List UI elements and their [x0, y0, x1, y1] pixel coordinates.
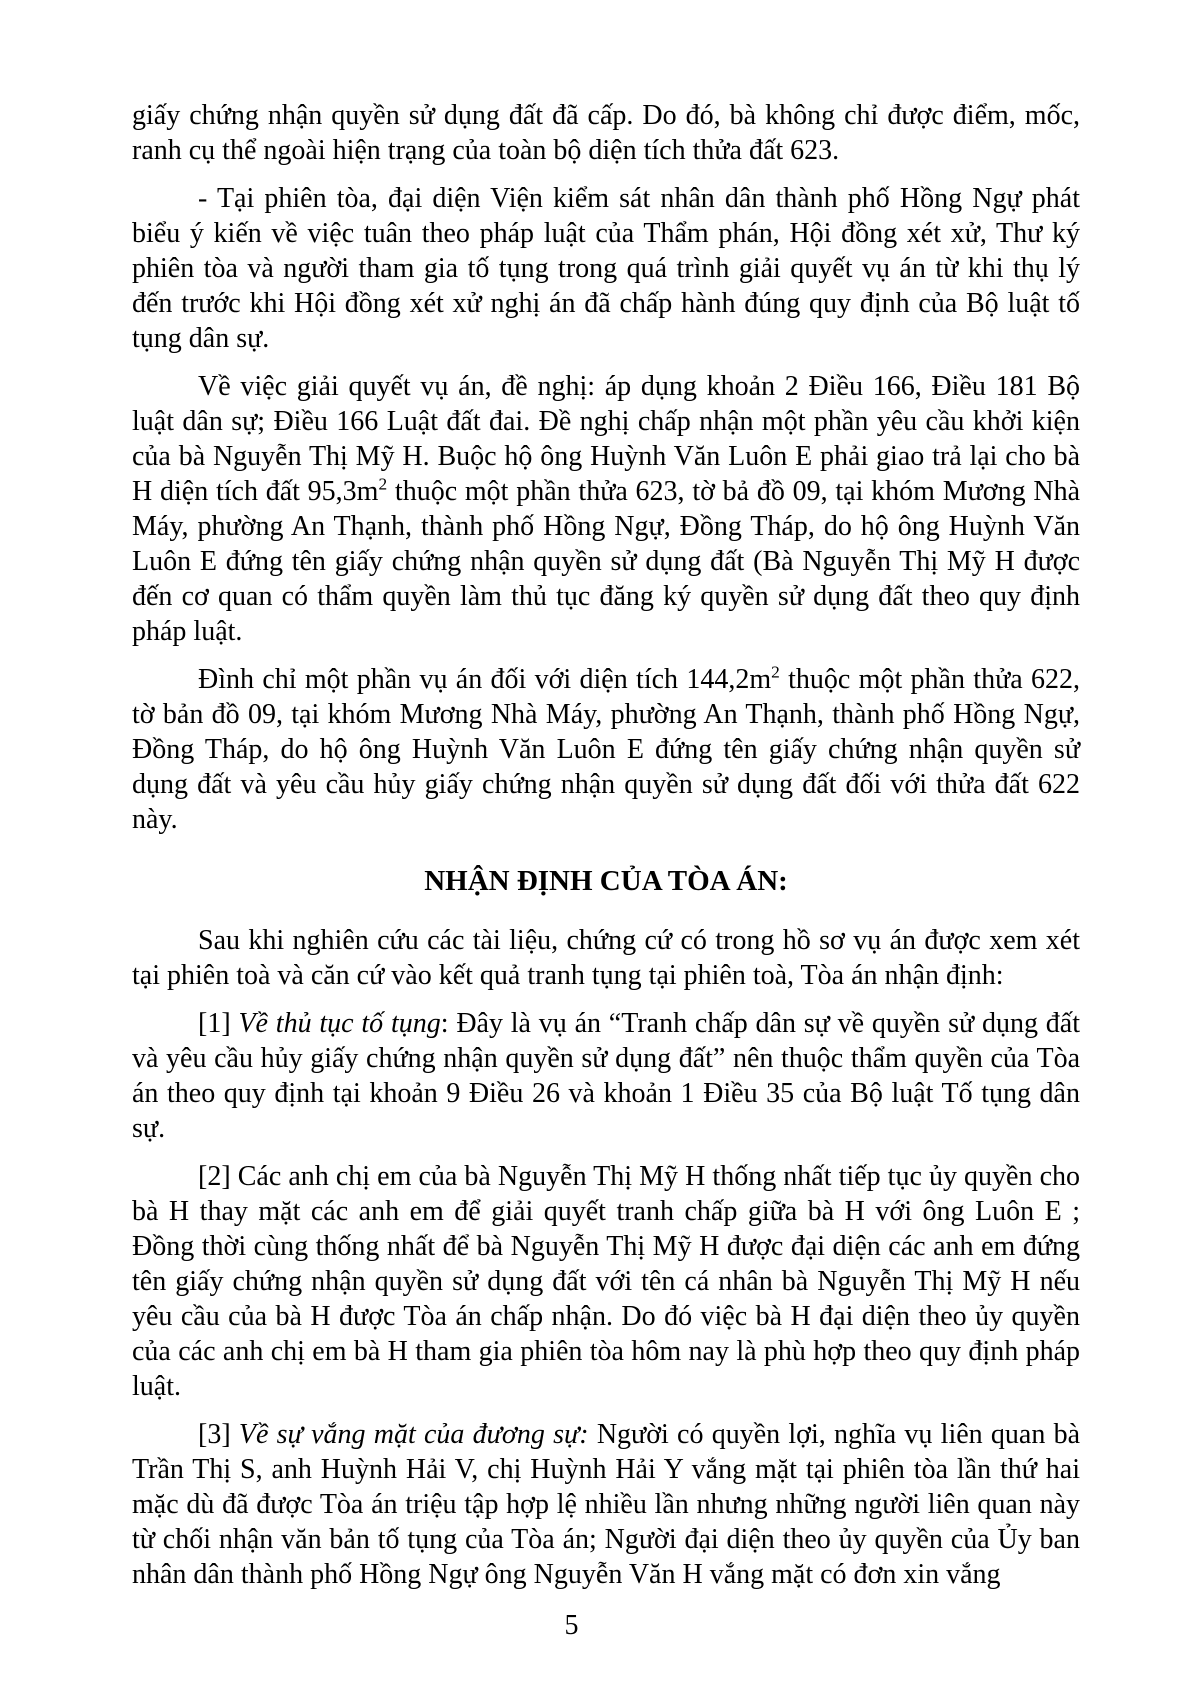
text-run: - Tại phiên tòa, đại diện Viện kiểm sát nhân dân thành phố Hồng Ngự phát biểu ý kiến về việc tuân theo pháp luật của Thẩm phán, Hội đồng xét xử, Thư ký phiên tòa và người tham gia tố tụng trong quá trình giải quyết vụ án từ khi thụ lý đến trước khi Hội đồng xét xử nghị án đã chấp hành đúng quy định của Bộ luật tố tụng dân sự.: [132, 183, 1080, 354]
text-run: thuộc một phần thửa 622, tờ bản đồ 09, tại khóm Mương Nhà Máy, phường An Thạnh, thành phố Hồng Ngự, Đồng Tháp, do hộ ông Huỳnh Văn Luôn E đứng tên giấy chứng nhận quyền sử dụng đất và yêu cầu hủy giấy chứng nhận quyền sử dụng đất đối với thửa đất 622 này.: [132, 664, 1080, 835]
paragraph-item-1-procedure: [132, 1006, 1080, 1146]
text-run: Về việc giải quyết vụ án, đề nghị: áp dụng khoản 2 Điều 166, Điều 181 Bộ luật dân sự; Điều 166 Luật đất đai. Đề nghị chấp nhận một phần yêu cầu khởi kiện của bà Nguyễn Thị Mỹ H. Buộc hộ ông Huỳnh Văn Luôn E phải giao trả lại cho bà H diện tích đất 95,3m: [132, 371, 1080, 507]
text-run: [1]: [198, 1008, 239, 1039]
section-heading-court-findings: NHẬN ĐỊNH CỦA TÒA ÁN:: [424, 865, 788, 897]
text-run: Về sự vắng mặt của đương sự:: [238, 1419, 589, 1450]
paragraph-item-3-absence: [132, 1417, 1080, 1592]
paragraph-procurator-statement: [132, 181, 1080, 356]
text-run: : Đây là vụ án “Tranh chấp dân sự về quyền sử dụng đất và yêu cầu hủy giấy chứng nhận quyền sử dụng đất” nên thuộc thẩm quyền của Tòa án theo quy định tại khoản 9 Điều 26 và khoản 1 Điều 35 của Bộ luật Tố tụng dân sự.: [132, 1008, 1080, 1144]
text-run: Người có quyền lợi, nghĩa vụ liên quan bà Trần Thị S, anh Huỳnh Hải V, chị Huỳnh Hải Y vắng mặt tại phiên tòa lần thứ hai mặc dù đã được Tòa án triệu tập hợp lệ nhiều lần nhưng những người liên quan này từ chối nhận văn bản tố tụng của Tòa án; Người đại diện theo ủy quyền của Ủy ban nhân dân thành phố Hồng Ngự ông Nguyễn Văn H vắng mặt có đơn xin vắng: [132, 1419, 1080, 1590]
text-run: 2: [378, 474, 388, 494]
text-run: Sau khi nghiên cứu các tài liệu, chứng cứ có trong hồ sơ vụ án được xem xét tại phiên toà và căn cứ vào kết quả tranh tụng tại phiên toà, Tòa án nhận định:: [132, 925, 1080, 991]
paragraph-continuation-boundary-landmarks: [132, 98, 1080, 168]
text-run: [3]: [198, 1419, 239, 1450]
paragraph-partial-dismissal-plot-622: [132, 662, 1080, 837]
paragraph-item-2-authorization: [132, 1159, 1080, 1404]
text-run: giấy chứng nhận quyền sử dụng đất đã cấp. Do đó, bà không chỉ được điểm, mốc, ranh cụ thể ngoài hiện trạng của toàn bộ diện tích thửa đất 623.: [132, 100, 1080, 166]
text-run: thuộc một phần thửa 623, tờ bả đồ 09, tại khóm Mương Nhà Máy, phường An Thạnh, thành phố Hồng Ngự, Đồng Tháp, do hộ ông Huỳnh Văn Luôn E đứng tên giấy chứng nhận quyền sử dụng đất (Bà Nguyễn Thị Mỹ H được đến cơ quan có thẩm quyền làm thủ tục đăng ký quyền sử dụng đất theo quy định pháp luật.: [132, 476, 1080, 647]
page-number: 5: [564, 1610, 579, 1641]
document-body: [132, 98, 1080, 1605]
text-run: 2: [771, 662, 780, 682]
text-run: Về thủ tục tố tụng: [238, 1008, 441, 1039]
text-run: [2] Các anh chị em của bà Nguyễn Thị Mỹ H thống nhất tiếp tục ủy quyền cho bà H thay mặt các anh em để giải quyết tranh chấp giữa bà H với ông Luôn E ; Đồng thời cùng thống nhất để bà Nguyễn Thị Mỹ H được đại diện các anh em đứng tên giấy chứng nhận quyền sử dụng đất với tên cá nhân bà Nguyễn Thị Mỹ H nếu yêu cầu của bà H được Tòa án chấp nhận. Do đó việc bà H đại diện theo ủy quyền của các anh chị em bà H tham gia phiên tòa hôm nay là phù hợp theo quy định pháp luật.: [132, 1161, 1080, 1402]
paragraph-procurator-proposal-plot-623: [132, 369, 1080, 649]
text-run: Đình chỉ một phần vụ án đối với diện tích 144,2m: [198, 664, 772, 695]
paragraph-court-review-intro: [132, 923, 1080, 993]
